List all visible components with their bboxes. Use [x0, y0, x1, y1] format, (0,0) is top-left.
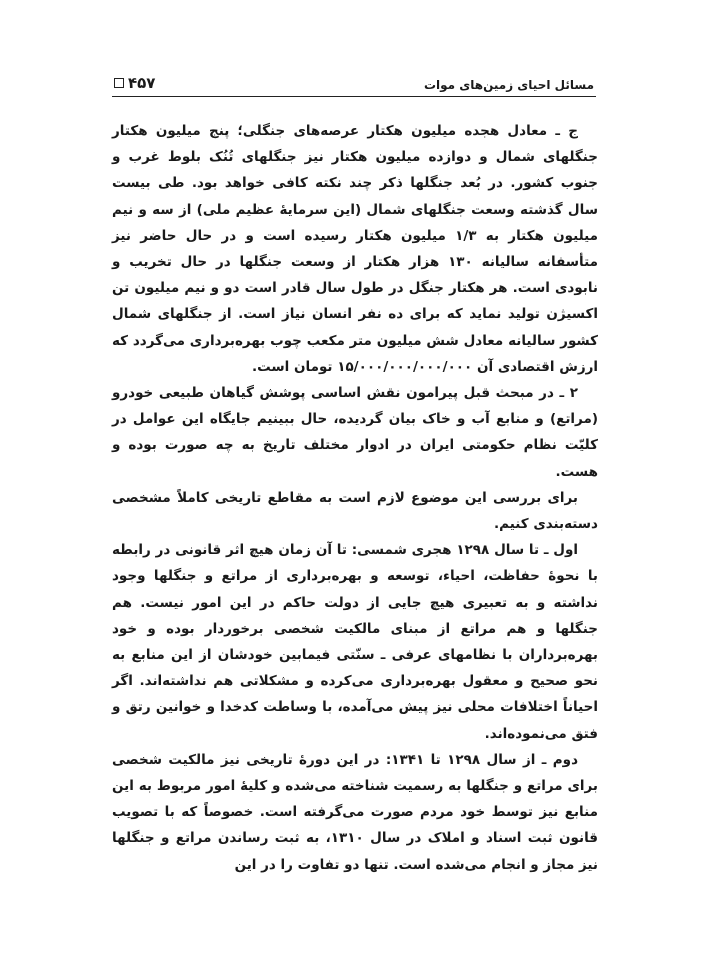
square-bullet-icon [114, 78, 124, 88]
paragraph-period-1: اول ـ تا سال ۱۲۹۸ هجری شمسی: تا آن زمان هیچ اثر قانونی در رابطه با نحوهٔ حفاظت، احیاء، توسعه و بهره‌برداری از مراتع و جنگلها وجود نداشته و به تعبیری هیچ جایی از دولت حاکم در این امور نیست. هم جنگلها و هم مراتع از مبنای مالکیت شخصی برخوردار بوده و خود بهره‌برداران با نظامهای عرفی ـ سنّتی فیمابین خودشان از این منابع به نحو صحیح و معقول بهره‌برداری می‌کرده و مشکلاتی هم نداشته‌اند. اگر احیاناً اختلافات محلی نیز پیش می‌آمده، با وساطت کدخدا و خوانین رتق و فتق می‌نموده‌اند. [112, 542, 598, 742]
running-title: مسائل احیای زمین‌های موات [423, 78, 594, 92]
body-text [112, 118, 598, 878]
paragraph-period-2: دوم ـ از سال ۱۲۹۸ تا ۱۳۴۱: در این دورهٔ تاریخی نیز مالکیت شخصی برای مراتع و جنگلها به رسمیت شناخته می‌شده و کلیهٔ امور مربوط به این منابع نیز توسط خود مردم صورت می‌گرفته است. خصوصاً که با تصویب قانون ثبت اسناد و املاک در سال ۱۳۱۰، به ثبت رساندن مراتع و جنگلها نیز مجاز و انجام می‌شده است. تنها دو تفاوت را در این [112, 751, 598, 873]
page-number: ۴۵۷ [128, 74, 156, 92]
paragraph-forests: ج ـ معادل هجده میلیون هکتار عرصه‌های جنگلی؛ پنج میلیون هکتار جنگلهای شمال و دوازده میلیون هکتار نیز جنگلهای تُنُک بلوط غرب و جنوب کشور. در بُعد جنگلها ذکر چند نکته کافی خواهد بود. طی بیست سال گذشته وسعت جنگلهای شمال (این سرمایهٔ عظیم ملی) از سه و نیم میلیون هکتار به ۱/۳ میلیون هکتار رسیده است و در حال حاضر نیز متأسفانه سالیانه ۱۳۰ هزار هکتار از وسعت جنگلها در حال تخریب و نابودی است. هر هکتار جنگل در طول سال قادر است دو و نیم میلیون تن اکسیژن تولید نماید که برای ده نفر انسان نیاز است. از جنگلهای شمال کشور سالیانه معادل شش میلیون متر مکعب چوب بهره‌برداری می‌گردد که ارزش اقتصادی آن ۱۵/۰۰۰/۰۰۰/۰۰۰/۰۰۰ تومان است. [112, 123, 598, 375]
page-number-block [114, 74, 155, 92]
paragraph-section-2: ۲ ـ در مبحث قبل پیرامون نقش اساسی پوشش گیاهان طبیعی خودرو (مراتع) و منابع آب و خاک بیان گردیده، حال ببینیم جایگاه این عوامل در کلیّت نظام حکومتی ایران در ادوار مختلف تاریخ به چه صورت بوده و هست. [112, 385, 598, 480]
paragraph-classification: برای بررسی این موضوع لازم است به مقاطع تاریخی کاملاً مشخصی دسته‌بندی کنیم. [112, 489, 598, 533]
page-header [112, 68, 596, 97]
